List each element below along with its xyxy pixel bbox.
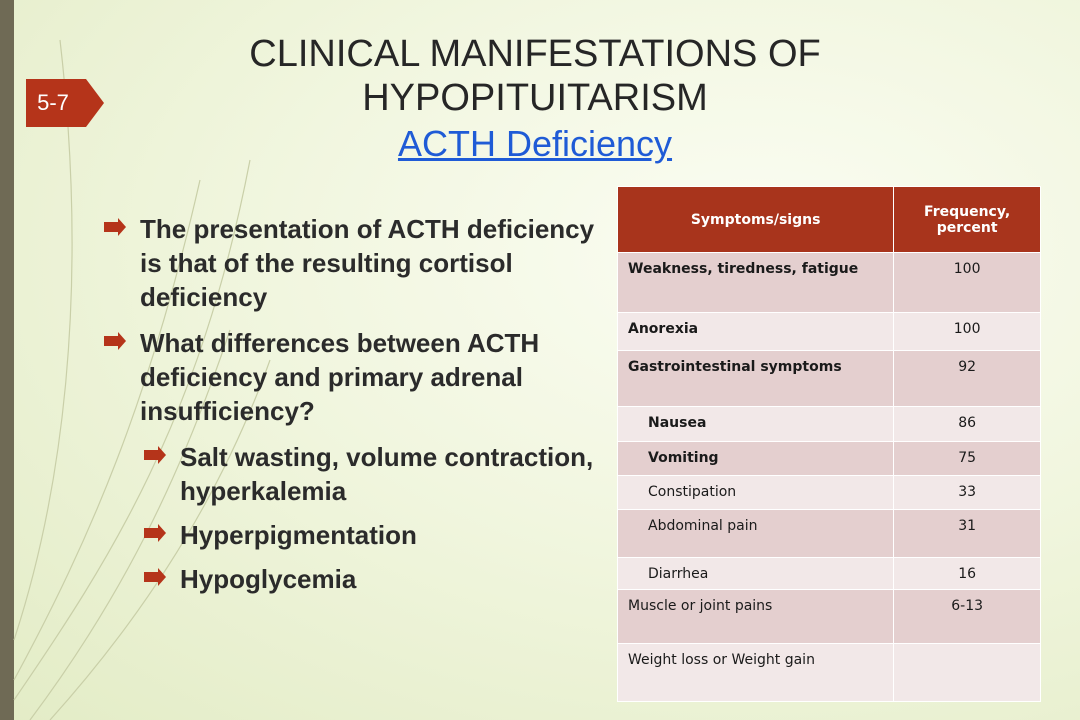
symptom-text: Nausea	[648, 415, 707, 431]
frequency-cell	[894, 510, 1041, 558]
bullet-item	[104, 212, 604, 314]
header-frequency: Frequency, percent	[894, 187, 1041, 253]
frequency-text: 16	[958, 566, 977, 582]
symptom-cell	[618, 442, 894, 476]
frequency-text: 100	[953, 321, 981, 337]
symptom-text: Muscle or joint pains	[628, 598, 773, 614]
frequency-cell	[894, 644, 1041, 702]
sub-bullet-text: Hyperpigmentation	[180, 520, 417, 550]
symptom-text: Anorexia	[628, 321, 699, 337]
table-row	[618, 476, 1041, 510]
table-row	[618, 558, 1041, 590]
symptom-cell	[618, 351, 894, 407]
symptom-text: Diarrhea	[648, 566, 709, 582]
table-row	[618, 644, 1041, 702]
symptom-cell	[618, 476, 894, 510]
frequency-text: 92	[958, 359, 977, 375]
frequency-text: 86	[958, 415, 977, 431]
frequency-cell	[894, 558, 1041, 590]
symptoms-table	[617, 186, 1041, 702]
table-row	[618, 442, 1041, 476]
bullet-text: What differences between ACTH deficiency and primary adrenal insufficiency?	[140, 328, 540, 426]
arrow-bullet-icon	[104, 222, 118, 232]
symptom-cell	[618, 407, 894, 442]
symptom-cell	[618, 558, 894, 590]
slide-number-badge	[26, 79, 86, 127]
bullet-text: The presentation of ACTH deficiency is that of the resulting cortisol deficiency	[140, 214, 595, 312]
sub-bullet-item	[104, 562, 604, 596]
bullet-list	[104, 212, 604, 606]
frequency-text: 75	[958, 450, 977, 466]
table-row	[618, 407, 1041, 442]
frequency-cell	[894, 313, 1041, 351]
sub-bullet-item	[104, 440, 604, 508]
frequency-text: 33	[958, 484, 977, 500]
frequency-text	[904, 644, 1030, 652]
frequency-cell	[894, 590, 1041, 644]
table-row	[618, 510, 1041, 558]
arrow-bullet-icon	[144, 528, 158, 538]
symptom-text: Abdominal pain	[648, 518, 758, 534]
frequency-cell	[894, 407, 1041, 442]
title-line-1: CLINICAL MANIFESTATIONS OF	[249, 33, 821, 75]
frequency-text: 100	[953, 261, 981, 277]
symptom-cell	[618, 253, 894, 313]
table-row	[618, 351, 1041, 407]
symptom-text: Weakness, tiredness, fatigue	[628, 261, 859, 277]
frequency-cell	[894, 442, 1041, 476]
bullet-item	[104, 326, 604, 428]
slide-number: 5-7	[37, 90, 69, 115]
arrow-bullet-icon	[144, 450, 158, 460]
symptom-text: Weight loss or Weight gain	[628, 652, 815, 668]
table-header-row	[618, 187, 1041, 253]
table-row	[618, 313, 1041, 351]
sub-bullet-text: Hypoglycemia	[180, 564, 357, 594]
frequency-cell	[894, 253, 1041, 313]
title-line-2: HYPOPITUITARISM	[362, 77, 708, 119]
header-symptoms: Symptoms/signs	[618, 187, 894, 253]
frequency-cell	[894, 351, 1041, 407]
symptom-cell	[618, 590, 894, 644]
table-row	[618, 590, 1041, 644]
symptom-cell	[618, 510, 894, 558]
frequency-text: 6-13	[951, 598, 984, 614]
symptom-text: Gastrointestinal symptoms	[628, 359, 842, 375]
sub-bullet-item	[104, 518, 604, 552]
symptom-text: Constipation	[648, 484, 737, 500]
sub-bullet-text: Salt wasting, volume contraction, hyperkalemia	[180, 442, 594, 506]
slide-title	[150, 32, 920, 166]
subtitle-link[interactable]: ACTH Deficiency	[397, 123, 673, 164]
symptom-cell	[618, 644, 894, 702]
arrow-bullet-icon	[144, 572, 158, 582]
arrow-bullet-icon	[104, 336, 118, 346]
symptom-cell	[618, 313, 894, 351]
frequency-text: 31	[958, 518, 977, 534]
table-row	[618, 253, 1041, 313]
frequency-cell	[894, 476, 1041, 510]
symptom-text: Vomiting	[648, 450, 719, 466]
